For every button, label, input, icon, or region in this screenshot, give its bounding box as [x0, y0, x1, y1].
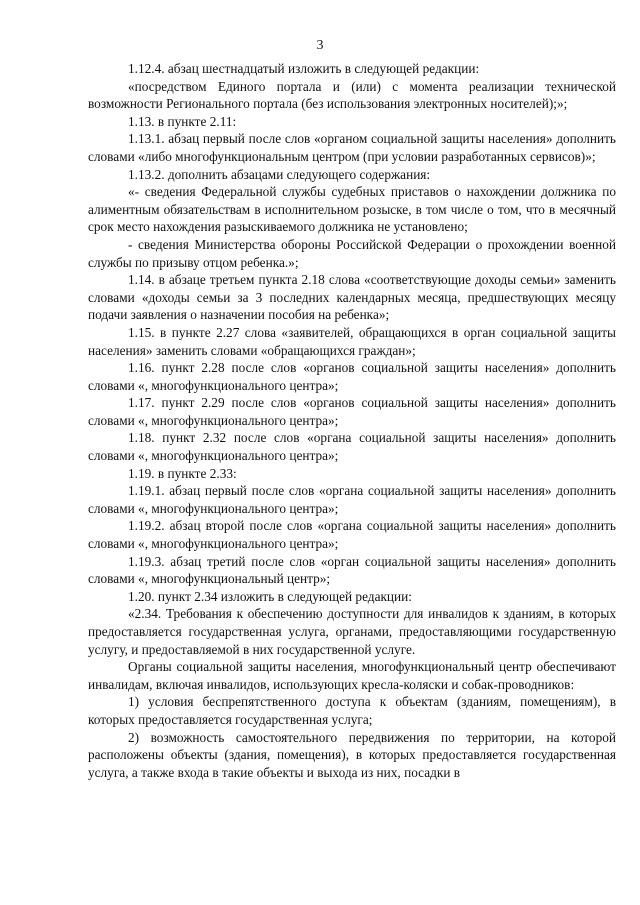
- paragraph: 1.16. пункт 2.28 после слов «органов социальной защиты населения» дополнить словами «, многофункционального центра»;: [88, 360, 616, 393]
- paragraph: 1.17. пункт 2.29 после слов «органов социальной защиты населения» дополнить словами «, многофункционального центра»;: [88, 395, 616, 428]
- paragraph: 1.13. в пункте 2.11:: [128, 113, 237, 129]
- page-number: 3: [316, 38, 324, 53]
- paragraph: 1.20. пункт 2.34 изложить в следующей редакции:: [128, 588, 412, 604]
- paragraph: «- сведения Федеральной службы судебных приставов о нахождении должника по алиментным обязательствам в исполнительном розыске, в том числе о том, что в месячный срок место нахождения разыскиваемого должника не установлено;: [88, 184, 616, 235]
- paragraph: 1.12.4. абзац шестнадцатый изложить в следующей редакции:: [128, 61, 480, 76]
- paragraph: 2) возможность самостоятельного передвижения по территории, на которой расположены объекты (здания, помещения), в которых предоставляется государственная услуга, а также входа в такие объекты и выхода из них, посадки в: [88, 729, 616, 780]
- document-body: [88, 60, 616, 781]
- paragraph: 1.15. в пункте 2.27 слова «заявителей, обращающихся в орган социальной защиты населения» заменить словами «обращающихся граждан»;: [88, 324, 616, 358]
- paragraph: 1.19.3. абзац третий после слов «орган социальной защиты населения» дополнить словами «, многофункциональный центр»;: [88, 553, 616, 587]
- paragraph: 1.19.2. абзац второй после слов «органа социальной защиты населения» дополнить словами «, многофункционального центра»;: [88, 518, 616, 552]
- paragraph: 1.18. пункт 2.32 после слов «органа социальной защиты населения» дополнить словами «, многофункционального центра»;: [88, 430, 616, 464]
- paragraph: Органы социальной защиты населения, многофункциональный центр обеспечивают инвалидам, включая инвалидов, использующих кресла-коляски и собак-проводников:: [88, 659, 616, 692]
- paragraph: - сведения Министерства обороны Российской Федерации о прохождении военной службы по призыву отцом ребенка.»;: [88, 236, 616, 270]
- paragraph: 1.14. в абзаце третьем пункта 2.18 слова «соответствующие доходы семьи» заменить словами «доходы семьи за 3 последних календарных месяца, предшествующих месяцу подачи заявления о назначении пособия на ребенка»;: [88, 272, 616, 323]
- paragraph: 1.13.2. дополнить абзацами следующего содержания:: [128, 166, 431, 182]
- paragraph: 1) условия беспрепятственного доступа к объектам (зданиям, помещениям), в которых предоставляется государственная услуга;: [88, 694, 616, 727]
- paragraph: 1.13.1. абзац первый после слов «органом социальной защиты населения» дополнить словами «либо многофункциональным центром (при условии разработанных сервисов)»;: [88, 131, 616, 164]
- paragraph: «2.34. Требования к обеспечению доступности для инвалидов к зданиям, в которых предоставляется государственная услуга, органами, предоставляющими государственную услугу, и предоставляемой в них государственной услуге.: [88, 606, 616, 657]
- paragraph: 1.19.1. абзац первый после слов «органа социальной защиты населения» дополнить словами «, многофункционального центра»;: [88, 483, 616, 516]
- paragraph: «посредством Единого портала и (или) с момента реализации технической возможности Регионального портала (без использования электронных носителей);»;: [88, 78, 616, 112]
- paragraph: 1.19. в пункте 2.33:: [128, 465, 237, 481]
